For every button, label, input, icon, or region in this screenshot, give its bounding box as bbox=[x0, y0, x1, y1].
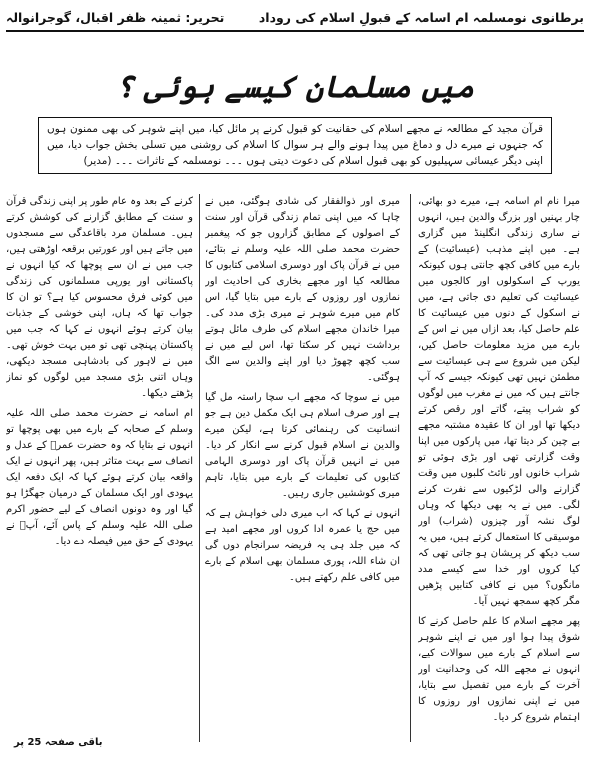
column-right bbox=[418, 194, 580, 742]
paragraph: کرنے کے بعد وہ عام طور پر اپنی زندگی قرآن و سنت کے مطابق گزارنے کی کوشش کرتے ہیں۔ مسلمان مرد باقاعدگی سے مسجدوں میں جاتے ہیں اور عورتیں برقعہ اوڑھتی ہیں، جب میں نے ان سے پوچھا کہ کیا انہوں نے پاکستانی اور یورپی مسلمانوں کی زندگی میں کوئی فرق محسوس کیا ہے؟ تو ان کا جواب تھا کہ ہاں، اپنی خوشی کے جذبات بیان کرتے ہوئے انہوں نے کہا کہ جب میں پاکستان پہنچی تھی تو میں بہت خوش تھی۔ میں نے لاہور کی بادشاہی مسجد دیکھی، وہاں اتنی بڑی مسجد میں لوگوں کو نماز پڑھتے دیکھا۔ bbox=[6, 196, 193, 399]
paragraph: ام اسامہ نے حضرت محمد صلی اللہ علیہ وسلم کے صحابہ کے بارے میں بھی پوچھا تو انہوں نے بتایا کہ وہ حضرت عمرؓ کے عدل و انصاف سے بہت متاثر ہیں، پھر انہوں نے ایک واقعہ بیان کرتے ہوئے کہا کہ ایک دفعہ ایک یہودی اور ایک مسلمان کے درمیان جھگڑا ہو گیا اور وہ دونوں انصاف کے لیے حضور اکرم صلی اللہ علیہ وسلم کے پاس آئے، آپؐ نے یہودی کے حق میں فیصلہ دے دیا۔ bbox=[6, 408, 193, 547]
page-header bbox=[6, 6, 584, 28]
paragraph: انہوں نے کہا کہ اب میری دلی خواہش ہے کہ میں حج یا عمرہ ادا کروں اور مجھے امید ہے کہ میں جلد ہی یہ فریضہ سرانجام دوں گی ان شاء اللہ، پوری مسلمان بھی اسلام کے بارے میں کافی علم رکھتے ہیں۔ bbox=[205, 508, 400, 583]
header-title: برطانوی نومسلمہ ام اسامہ کے قبولِ اسلام کی روداد bbox=[258, 9, 584, 25]
column-middle bbox=[205, 194, 400, 742]
column-divider bbox=[199, 194, 200, 742]
paragraph: پھر مجھے اسلام کا علم حاصل کرنے کا شوق پیدا ہوا اور میں نے اپنے شوہر سے اسلام کے بارے میں سوالات کیے، انہوں نے مجھے اللہ کی وحدانیت اور آخرت کے بارے میں تفصیل سے بتایا، میں نے اپنی نمازوں اور روزوں کا اہتمام شروع کر دیا۔ bbox=[418, 616, 580, 723]
paragraph: میرا نام ام اسامہ ہے، میرے دو بھائی، چار بہنیں اور بزرگ والدین ہیں، انہوں نے ساری زندگی انگلینڈ میں گزاری ہے۔ میں اپنے مذہب (عیسائیت) کے بارے میں کافی کچھ جانتی ہوں کیونکہ یورپ کے اسکولوں اور کالجوں میں عیسائیت کی تعلیم دی جاتی ہے، میں نے اسکول کے دنوں میں عیسائیت کا علم حاصل کیا، بعد ازاں میں نے اس کے بارے میں مزید معلومات حاصل کیں، لیکن میں شروع سے ہی عیسائیت سے مطمئن نہیں تھی کیونکہ جیسے کہ آپ جانتے ہیں کہ میں نے مغرب میں لوگوں کو شراب پیتے، گاتے اور رقص کرتے دیکھا تھا اور ان کا عقیدہ مشتبہ مجھے بے چین کر دیتا تھا، میں پارکوں میں اپنا وقت گزارتی تھی اور بڑی ہوئی تو شراب خانوں اور نائٹ کلبوں میں وقت گزارنے والی لڑکیوں سے نفرت کرنے لگی۔ میں نے یہ بھی دیکھا کہ وہاں لوگ نشہ آور چیزوں (شراب) اور موسیقی کا استعمال کرتے ہیں، میں یہ سب دیکھ کر پریشان ہو جاتی تھی کہ کیا کروں اور خدا سے کیسے مدد مانگوں؟ میں نے کافی کتابیں پڑھیں مگر کچھ سمجھ نہیں آیا۔ bbox=[418, 196, 580, 607]
intro-box: قرآن مجید کے مطالعہ نے مجھے اسلام کی حقانیت کو قبول کرنے پر مائل کیا، میں اپنے شوہر کی بھی ممنون ہوں کہ جنہوں نے میرے دل و دماغ میں پیدا ہونے والے ہر سوال کا اسلام کی روشنی میں تسلی بخش جواب دیا، میں اپنی دیگر عیسائی سہیلیوں کو بھی قبول اسلام کی دعوت دیتی ہوں ۔۔۔ نومسلمہ کے تاثرات ۔۔۔ (مدیر) bbox=[38, 117, 552, 174]
header-divider bbox=[6, 30, 584, 32]
paragraph: میں نے سوچا کہ مجھے اب سچا راستہ مل گیا ہے اور صرف اسلام ہی ایک مکمل دین ہے جو انسانیت کی رہنمائی کرتا ہے، لیکن میرے والدین نے اسلام قبول کرنے سے انکار کر دیا۔ میں نے انہیں قرآن پاک اور دوسری الہامی کتابوں کی تعلیمات کے بارے میں بتایا، تاہم میری کوششیں جاری رہیں۔ bbox=[205, 392, 400, 499]
paragraph: میری اور ذوالفقار کی شادی ہوگئی، میں نے چاہا کہ میں اپنی تمام زندگی قرآن اور سنت کے اصولوں کے مطابق گزاروں جو کہ پیغمبر حضرت محمد صلی اللہ علیہ وسلم نے بتائے، میں نے قرآن پاک اور دوسری اسلامی کتابوں کا مطالعہ کیا اور مجھے بخاری کی احادیث اور نمازوں اور روزوں کے بارے میں بتایا گیا، اس کام میں میرے شوہر نے میری بڑی مدد کی۔ میرا خاندان مجھے اسلام کی طرف مائل ہوتے برداشت نہیں کر سکتا تھا، اس لیے میں نے سب کچھ چھوڑ دیا اور اپنے والدین سے الگ ہوگئی۔ bbox=[205, 196, 400, 383]
column-left bbox=[6, 194, 193, 742]
article-headline: میں مسلمان کیسے ہوئی ؟ bbox=[115, 70, 475, 105]
column-divider bbox=[410, 194, 411, 742]
header-author: تحریر: ثمینہ ظفر اقبال، گوجرانوالہ bbox=[6, 9, 225, 25]
continued-note: باقی صفحہ 25 پر bbox=[14, 737, 103, 748]
